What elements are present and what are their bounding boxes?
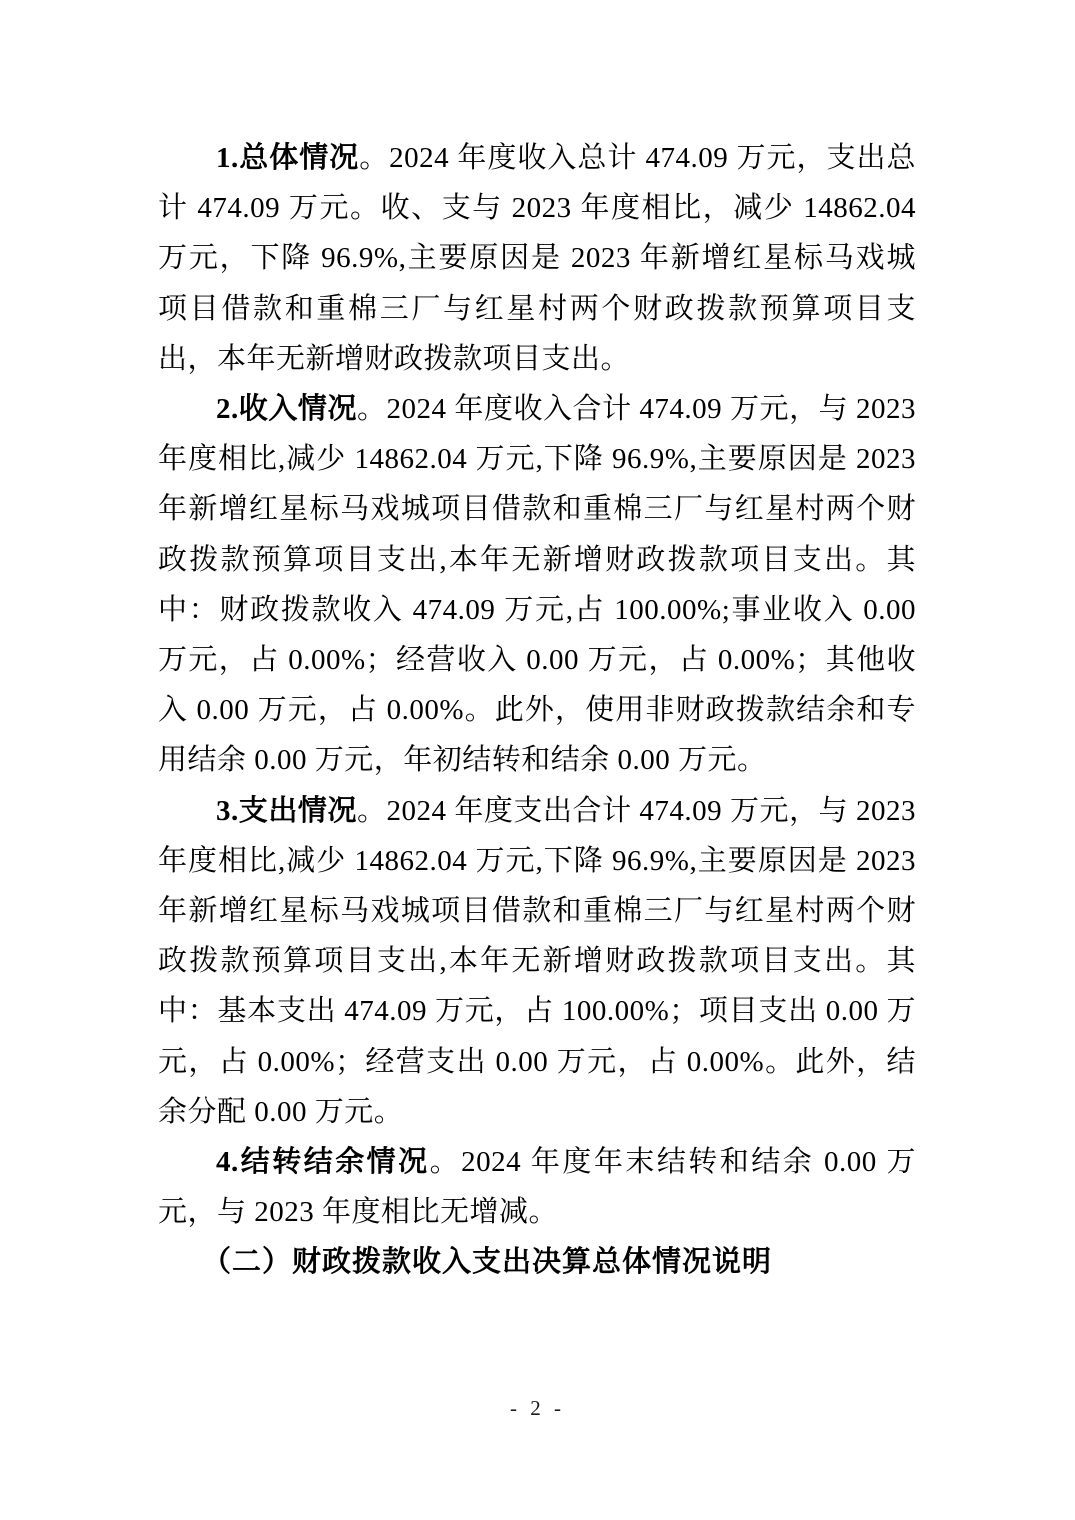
paragraph-text: 。2024 年度年末结转和结余 0.00 万元，与 2023 年度相比无增减。 bbox=[158, 1146, 916, 1229]
paragraph-label: 4.结转结余情况 bbox=[216, 1146, 430, 1179]
paragraph-carryover-situation bbox=[158, 1137, 916, 1237]
paragraph-expenditure-situation bbox=[158, 786, 916, 1137]
paragraph-text: 。2024 年度支出合计 474.09 万元，与 2023 年度相比,减少 14862.04 万元,下降 96.9%,主要原因是 2023 年新增红星标马戏城项目借款和重棉三厂与红星村两个财政拨款预算项目支出,本年无新增财政拨款项目支出。其中：基本支出 474.09 万元，占 100.00%；项目支出 0.00 万元，占 0.00%；经营支出 0.00 万元，占 0.00%。此外，结余分配 0.00 万元。 bbox=[158, 794, 916, 1128]
paragraph-income-situation bbox=[158, 384, 916, 786]
paragraph-text: 。2024 年度收入总计 474.09 万元，支出总计 474.09 万元。收、支与 2023 年度相比，减少 14862.04 万元，下降 96.9%,主要原因是 2023 年新增红星标马戏城项目借款和重棉三厂与红星村两个财政拨款预算项目支出，本年无新增财政拨款项目支出。 bbox=[158, 142, 916, 375]
paragraph-text: 。2024 年度收入合计 474.09 万元，与 2023 年度相比,减少 14862.04 万元,下降 96.9%,主要原因是 2023 年新增红星标马戏城项目借款和重棉三厂与红星村两个财政拨款预算项目支出,本年无新增财政拨款项目支出。其中：财政拨款收入 474.09 万元,占 100.00%;事业收入 0.00 万元，占 0.00%；经营收入 0.00 万元，占 0.00%；其他收入 0.00 万元，占 0.00%。此外，使用非财政拨款结余和专用结余 0.00 万元，年初结转和结余 0.00 万元。 bbox=[158, 393, 916, 777]
paragraph-overall-situation bbox=[158, 133, 916, 384]
paragraph-label: 3.支出情况 bbox=[216, 794, 357, 827]
section-heading-fiscal-appropriation: （二）财政拨款收入支出决算总体情况说明 bbox=[202, 1246, 773, 1279]
document-body bbox=[158, 133, 916, 1288]
page-number: - 2 - bbox=[510, 1396, 565, 1420]
page-footer bbox=[0, 1396, 1075, 1421]
paragraph-label: 1.总体情况 bbox=[216, 142, 360, 174]
paragraph-label: 2.收入情况 bbox=[216, 393, 357, 426]
